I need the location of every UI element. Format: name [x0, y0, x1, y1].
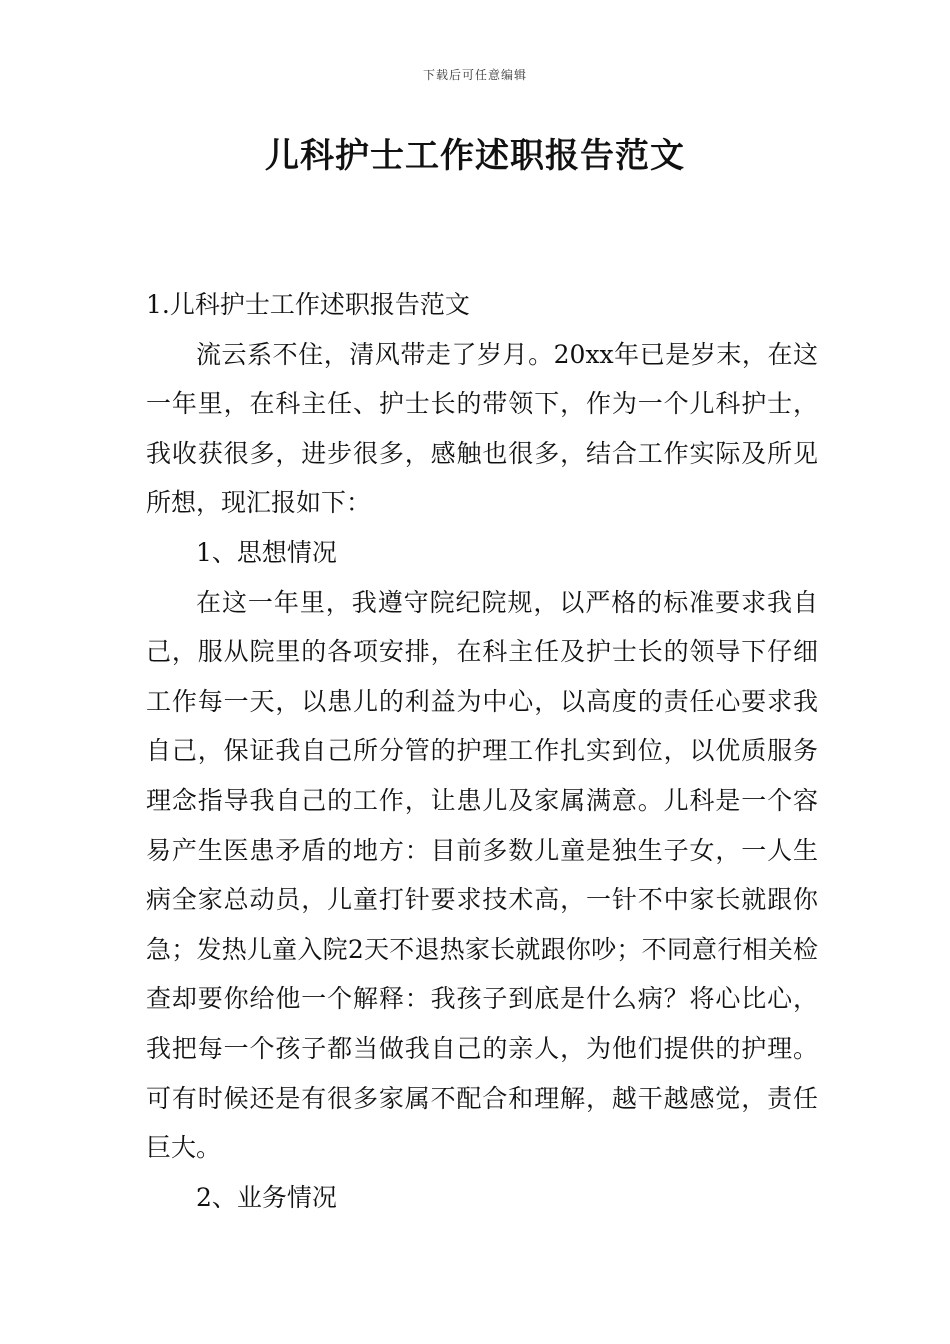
document-title: 儿科护士工作述职报告范文: [265, 136, 685, 176]
subheading-thought: 1、思想情况: [196, 537, 337, 567]
section-heading: 1.儿科护士工作述职报告范文: [146, 290, 470, 319]
page-header-note: 下载后可任意编辑: [422, 68, 527, 82]
thought-paragraph: 在这一年里，我遵守院纪院规，以严格的标准要求我自己，服从院里的各项安排，在科主任及护士长的领导下仔细工作每一天，以患儿的利益为中心，以高度的责任心要求我自己，保证我自己所分管的护理工作扎实到位，以优质服务理念指导我自己的工作，让患儿及家属满意。儿科是一个容易产生医患矛盾的地方：目前多数儿童是独生子女，一人生病全家总动员，儿童打针要求技术高，一针不中家长就跟你急；发热儿童入院2天不退热家长就跟你吵；不同意行相关检查却要你给他一个解释：我孩子到底是什么病？将心比心，我把每一个孩子都当做我自己的亲人，为他们提供的护理。可有时候还是有很多家属不配合和理解，越干越感觉，责任巨大。: [146, 587, 818, 1163]
document-body: [146, 280, 818, 1222]
intro-paragraph: 流云系不住，清风带走了岁月。20xx年已是岁末，在这一年里，在科主任、护士长的带领下，作为一个儿科护士，我收获很多，进步很多，感触也很多，结合工作实际及所见所想，现汇报如下：: [146, 339, 818, 518]
subheading-business: 2、业务情况: [196, 1182, 337, 1212]
